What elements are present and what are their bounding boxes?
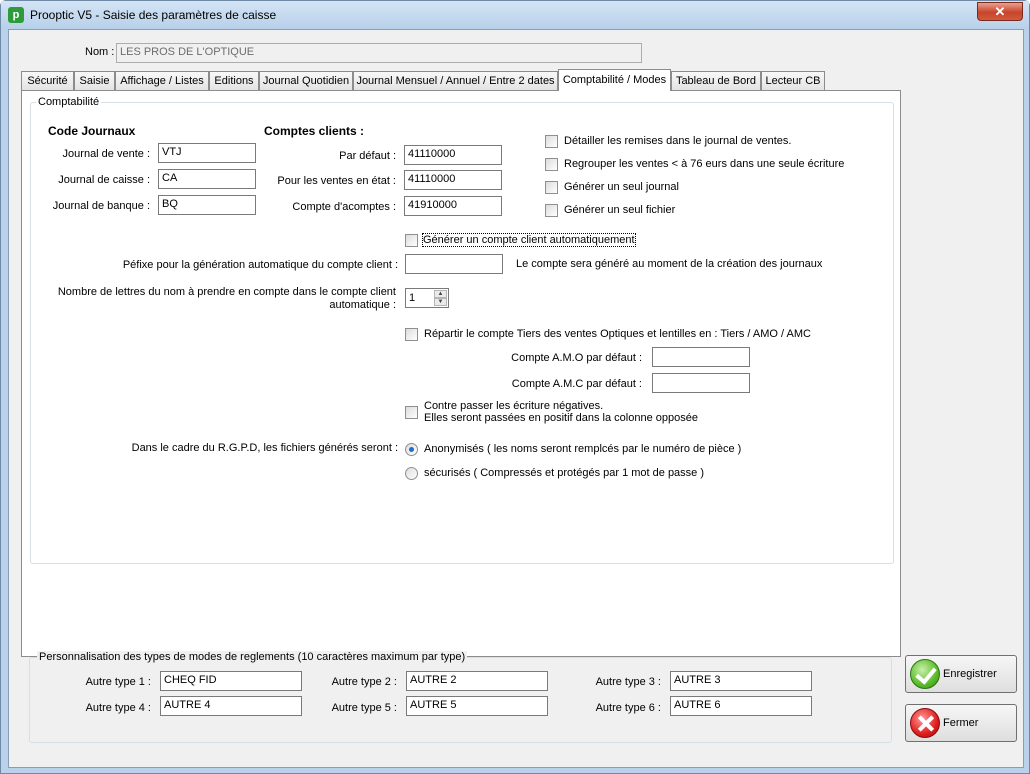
enregistrer-label: Enregistrer [943, 668, 997, 680]
code-journaux-heading: Code Journaux [48, 124, 136, 138]
contre-passer-line1: Contre passer les écriture négatives. [424, 400, 604, 412]
autre-type-4-field[interactable]: AUTRE 4 [160, 696, 302, 716]
nb-lettres-label-line2: automatique : [329, 299, 396, 311]
autre-type-6-field[interactable]: AUTRE 6 [670, 696, 812, 716]
checkmark-icon [910, 659, 940, 689]
journal-banque-label: Journal de banque : [52, 200, 150, 212]
comptabilite-group-title: Comptabilité [38, 96, 100, 108]
tab-affichage-listes[interactable]: Affichage / Listes [115, 71, 209, 90]
amc-label: Compte A.M.C par défaut : [511, 378, 642, 390]
repartir-checkbox[interactable] [405, 328, 418, 341]
auto-client-checkbox[interactable] [405, 234, 418, 247]
auto-client-label: Générer un compte client automatiquement [423, 234, 635, 246]
tab-comptabilite-modes[interactable]: Comptabilité / Modes [558, 69, 671, 91]
prefixe-note: Le compte sera généré au moment de la création des journaux [516, 258, 823, 270]
compte-defaut-field[interactable]: 41110000 [404, 145, 502, 165]
contre-passer-checkbox[interactable] [405, 406, 418, 419]
nb-lettres-value: 1 [409, 292, 416, 304]
contre-passer-line2: Elles seront passées en positif dans la colonne opposée [424, 412, 698, 424]
rgpd-securises-radio[interactable] [405, 467, 418, 480]
fermer-button[interactable] [905, 704, 1017, 742]
journal-caisse-field[interactable]: CA [158, 169, 256, 189]
nom-field[interactable]: LES PROS DE L'OPTIQUE [116, 43, 642, 63]
journal-caisse-label: Journal de caisse : [58, 174, 150, 186]
modes-group-title: Personnalisation des types de modes de reglements (10 caractères maximum par type) [39, 651, 466, 663]
journal-vente-field[interactable]: VTJ [158, 143, 256, 163]
tab-journal-mensuel[interactable]: Journal Mensuel / Annuel / Entre 2 dates [353, 71, 558, 90]
close-icon: ✕ [994, 4, 1006, 19]
autre-type-3-field[interactable]: AUTRE 3 [670, 671, 812, 691]
autre-type-6-label: Autre type 6 : [595, 702, 661, 714]
nb-lettres-label-line1: Nombre de lettres du nom à prendre en compte dans le compte client [57, 286, 396, 298]
repartir-label: Répartir le compte Tiers des ventes Optiques et lentilles en : Tiers / AMO / AMC [424, 328, 811, 340]
tab-page-comptabilite [21, 90, 901, 657]
tab-lecteur-cb[interactable]: Lecteur CB [761, 71, 825, 90]
rgpd-securises-label: sécurisés ( Compressés et protégés par 1 mot de passe ) [424, 467, 705, 479]
autre-type-1-label: Autre type 1 : [85, 676, 151, 688]
rgpd-anonymises-label: Anonymisés ( les noms seront remplcés par le numéro de pièce ) [424, 443, 742, 455]
autre-type-5-field[interactable]: AUTRE 5 [406, 696, 548, 716]
seul-journal-label: Générer un seul journal [564, 181, 679, 193]
tab-securite[interactable]: Sécurité [21, 71, 74, 90]
nb-lettres-stepper[interactable] [405, 288, 449, 308]
fermer-label: Fermer [943, 717, 979, 729]
autre-type-5-label: Autre type 5 : [331, 702, 397, 714]
seul-journal-checkbox[interactable] [545, 181, 558, 194]
seul-fichier-checkbox[interactable] [545, 204, 558, 217]
compte-acomptes-field[interactable]: 41910000 [404, 196, 502, 216]
nom-label: Nom : [85, 46, 115, 58]
detailler-remises-checkbox[interactable] [545, 135, 558, 148]
window-close-button[interactable] [977, 2, 1023, 21]
amo-label: Compte A.M.O par défaut : [511, 352, 642, 364]
rgpd-anonymises-radio[interactable] [405, 443, 418, 456]
prooptic-app-icon: p [8, 7, 24, 23]
compte-ventes-etat-field[interactable]: 41110000 [404, 170, 502, 190]
close-x-icon [910, 708, 940, 738]
autre-type-3-label: Autre type 3 : [595, 676, 661, 688]
window-title: Prooptic V5 - Saisie des paramètres de caisse [30, 8, 277, 22]
compte-defaut-label: Par défaut : [339, 150, 396, 162]
amc-field[interactable] [652, 373, 750, 393]
autre-type-4-label: Autre type 4 : [85, 702, 151, 714]
amo-field[interactable] [652, 347, 750, 367]
journal-vente-label: Journal de vente : [62, 148, 150, 160]
tab-journal-quotidien[interactable]: Journal Quotidien [259, 71, 353, 90]
prefixe-label: Péfixe pour la génération automatique du compte client : [122, 259, 398, 271]
detailler-remises-label: Détailler les remises dans le journal de ventes. [564, 135, 792, 147]
tab-tableau-de-bord[interactable]: Tableau de Bord [671, 71, 761, 90]
comptes-clients-heading: Comptes clients : [264, 124, 365, 138]
enregistrer-button[interactable] [905, 655, 1017, 693]
regrouper-ventes-label: Regrouper les ventes < à 76 eurs dans une seule écriture [564, 158, 845, 170]
autre-type-1-field[interactable]: CHEQ FID [160, 671, 302, 691]
tab-saisie[interactable]: Saisie [74, 71, 115, 90]
prefixe-field[interactable] [405, 254, 503, 274]
client-area [8, 29, 1024, 768]
compte-ventes-etat-label: Pour les ventes en état : [277, 175, 396, 187]
spin-down-icon[interactable]: ▼ [434, 298, 447, 306]
compte-acomptes-label: Compte d'acomptes : [292, 201, 396, 213]
autre-type-2-label: Autre type 2 : [331, 676, 397, 688]
spin-up-icon[interactable]: ▲ [434, 290, 447, 298]
title-bar [1, 1, 1029, 29]
tab-editions[interactable]: Editions [209, 71, 259, 90]
regrouper-ventes-checkbox[interactable] [545, 158, 558, 171]
rgpd-label: Dans le cadre du R.G.P.D, les fichiers générés seront : [131, 442, 398, 454]
seul-fichier-label: Générer un seul fichier [564, 204, 676, 216]
journal-banque-field[interactable]: BQ [158, 195, 256, 215]
autre-type-2-field[interactable]: AUTRE 2 [406, 671, 548, 691]
